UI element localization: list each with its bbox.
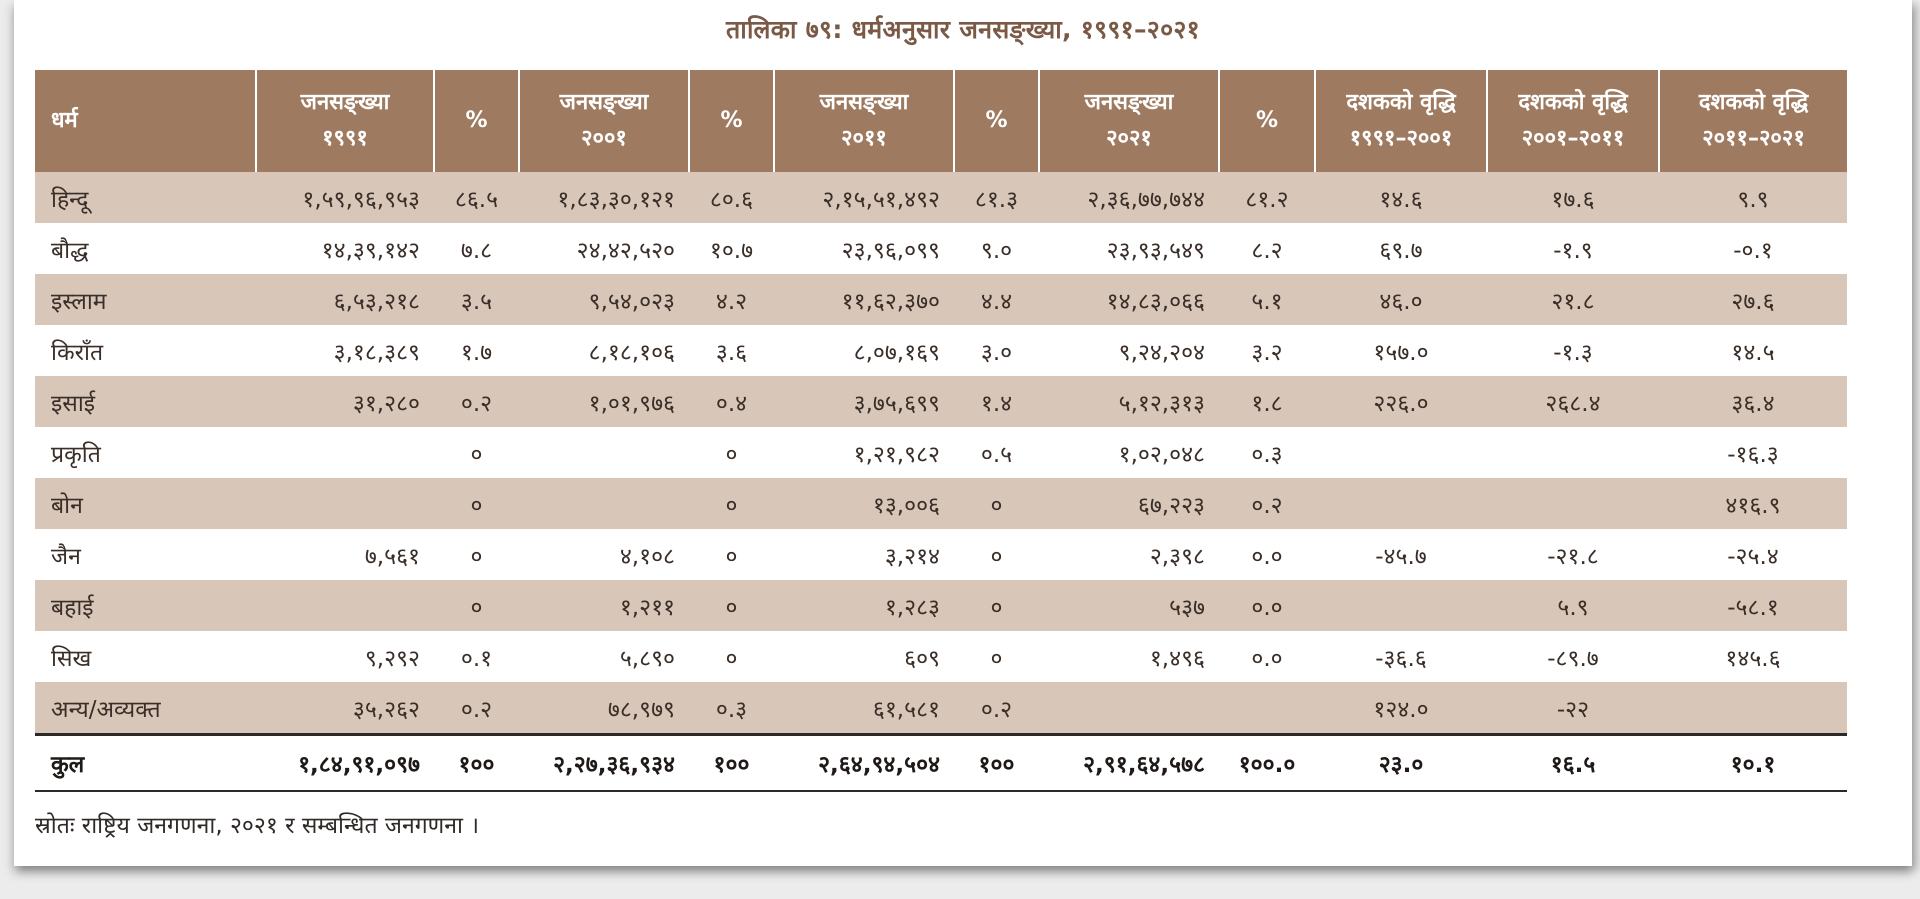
column-header xyxy=(1219,70,1315,172)
total-cell: १००.० xyxy=(1219,735,1315,792)
column-header-period: २००१–२०११ xyxy=(1521,126,1625,151)
table-cell xyxy=(256,427,434,478)
table-cell: ० xyxy=(434,580,519,631)
table-cell xyxy=(1315,478,1487,529)
table-cell: ६,५३,२१८ xyxy=(256,274,434,325)
table-cell: १०.७ xyxy=(689,223,774,274)
table-cell: ३१,२८० xyxy=(256,376,434,427)
table-cell: ८०.६ xyxy=(689,172,774,223)
column-header-period: २०११ xyxy=(841,126,887,151)
table-cell: -२१.८ xyxy=(1487,529,1659,580)
table-cell: ०.० xyxy=(1219,580,1315,631)
table-row xyxy=(35,325,1847,376)
total-cell: २,९१,६४,५७८ xyxy=(1039,735,1219,792)
table-row xyxy=(35,274,1847,325)
table-cell: ०.२ xyxy=(434,682,519,735)
column-header-period: २०११–२०२१ xyxy=(1702,126,1805,151)
column-header-label: दशकको वृद्धि xyxy=(1518,90,1628,115)
table-row xyxy=(35,529,1847,580)
table-cell: ०.२ xyxy=(434,376,519,427)
table-cell: ०.० xyxy=(1219,631,1315,682)
table-cell: -४५.७ xyxy=(1315,529,1487,580)
table-cell: -२५.४ xyxy=(1659,529,1847,580)
table-cell: २३,९६,०९९ xyxy=(774,223,954,274)
table-cell: ०.५ xyxy=(954,427,1039,478)
table-cell: २२६.० xyxy=(1315,376,1487,427)
religion-name: जैन xyxy=(35,529,256,580)
religion-name: सिख xyxy=(35,631,256,682)
total-cell: १०० xyxy=(434,735,519,792)
table-cell: २३,९३,५४९ xyxy=(1039,223,1219,274)
total-cell: १६.५ xyxy=(1487,735,1659,792)
total-cell: २३.० xyxy=(1315,735,1487,792)
religion-name: प्रकृति xyxy=(35,427,256,478)
table-cell: ५.१ xyxy=(1219,274,1315,325)
table-row xyxy=(35,580,1847,631)
religion-name: इसाई xyxy=(35,376,256,427)
table-cell: ६९.७ xyxy=(1315,223,1487,274)
religion-name: अन्य/अव्यक्त xyxy=(35,682,256,735)
table-body xyxy=(35,172,1847,791)
table-cell: ०.४ xyxy=(689,376,774,427)
table-cell: १३,००६ xyxy=(774,478,954,529)
column-header-label: दशकको वृद्धि xyxy=(1698,90,1809,115)
religion-name: बौद्ध xyxy=(35,223,256,274)
table-cell: ३,२१४ xyxy=(774,529,954,580)
column-header-label: जनसङ्ख्या xyxy=(819,90,909,115)
column-header-label: % xyxy=(985,108,1008,133)
table-row xyxy=(35,631,1847,682)
table-cell: ५३७ xyxy=(1039,580,1219,631)
table-cell: ९,२४,२०४ xyxy=(1039,325,1219,376)
total-cell: १०० xyxy=(689,735,774,792)
table-cell xyxy=(256,580,434,631)
religion-name: हिन्दू xyxy=(35,172,256,223)
table-cell: ० xyxy=(689,580,774,631)
column-header-label: धर्म xyxy=(51,108,78,133)
table-cell: ३.६ xyxy=(689,325,774,376)
table-cell: १,४९६ xyxy=(1039,631,1219,682)
table-cell xyxy=(519,427,689,478)
column-header-period: १९९१–२००१ xyxy=(1349,126,1453,151)
table-cell: ५.९ xyxy=(1487,580,1659,631)
table-cell xyxy=(256,478,434,529)
table-cell: ४.२ xyxy=(689,274,774,325)
column-header-label: % xyxy=(465,108,488,133)
total-row xyxy=(35,735,1847,792)
column-header-period: १९९१ xyxy=(322,126,368,151)
table-cell: -८९.७ xyxy=(1487,631,1659,682)
table-cell: १.८ xyxy=(1219,376,1315,427)
table-cell: ८६.५ xyxy=(434,172,519,223)
column-header xyxy=(689,70,774,172)
table-cell: ८,१८,१०६ xyxy=(519,325,689,376)
table-cell: १.४ xyxy=(954,376,1039,427)
table-cell: १४.६ xyxy=(1315,172,1487,223)
table-cell: १,२११ xyxy=(519,580,689,631)
table-cell: २७.६ xyxy=(1659,274,1847,325)
table-cell xyxy=(1315,427,1487,478)
table-cell: ३.२ xyxy=(1219,325,1315,376)
table-cell: ०.२ xyxy=(1219,478,1315,529)
source-note: स्रोतः राष्ट्रिय जनगणना, २०२१ र सम्बन्धित जनगणना । xyxy=(35,813,480,839)
column-header-label: % xyxy=(1255,108,1279,133)
table-cell: २,३९८ xyxy=(1039,529,1219,580)
table-cell: ४६.० xyxy=(1315,274,1487,325)
column-header xyxy=(954,70,1039,172)
table-cell: -२२ xyxy=(1487,682,1659,735)
table-cell: ०.० xyxy=(1219,529,1315,580)
table-row xyxy=(35,478,1847,529)
column-header xyxy=(1659,70,1847,172)
religion-name: बोन xyxy=(35,478,256,529)
column-header xyxy=(1315,70,1487,172)
table-cell: ७,५६१ xyxy=(256,529,434,580)
table-cell: ४.४ xyxy=(954,274,1039,325)
table-cell: ७.८ xyxy=(434,223,519,274)
table-row xyxy=(35,682,1847,735)
total-cell: १०.१ xyxy=(1659,735,1847,792)
table-cell xyxy=(1219,682,1315,735)
table-cell xyxy=(1487,478,1659,529)
table-cell: ८१.२ xyxy=(1219,172,1315,223)
table-cell: ३.० xyxy=(954,325,1039,376)
table-cell: ४,१०८ xyxy=(519,529,689,580)
column-header-label: जनसङ्ख्या xyxy=(1084,90,1174,115)
table-cell: २,३६,७७,७४४ xyxy=(1039,172,1219,223)
table-cell: -१.९ xyxy=(1487,223,1659,274)
table-cell: ० xyxy=(689,529,774,580)
table-cell: ८.२ xyxy=(1219,223,1315,274)
table-cell: २४,४२,५२० xyxy=(519,223,689,274)
column-header-label: जनसङ्ख्या xyxy=(300,90,390,115)
table-cell: ० xyxy=(689,478,774,529)
table-cell: १.७ xyxy=(434,325,519,376)
table-cell: -०.१ xyxy=(1659,223,1847,274)
table-cell: ३.५ xyxy=(434,274,519,325)
total-label: कुल xyxy=(35,735,256,792)
table-row xyxy=(35,223,1847,274)
table-cell: १४,३९,१४२ xyxy=(256,223,434,274)
table-cell: २६८.४ xyxy=(1487,376,1659,427)
table-cell: ६१,५८१ xyxy=(774,682,954,735)
table-cell: ९.० xyxy=(954,223,1039,274)
table-cell: ०.३ xyxy=(1219,427,1315,478)
table-cell xyxy=(1039,682,1219,735)
table-cell: ५,१२,३१३ xyxy=(1039,376,1219,427)
table-cell: १२४.० xyxy=(1315,682,1487,735)
table-cell: १,२८३ xyxy=(774,580,954,631)
religion-name: इस्लाम xyxy=(35,274,256,325)
table-cell: २,१५,५१,४९२ xyxy=(774,172,954,223)
table-cell: १४,८३,०६६ xyxy=(1039,274,1219,325)
total-cell: १०० xyxy=(954,735,1039,792)
column-header-label: % xyxy=(720,108,743,133)
table-cell: २१.८ xyxy=(1487,274,1659,325)
table-cell: १५७.० xyxy=(1315,325,1487,376)
document-page xyxy=(14,0,1912,866)
religion-population-table xyxy=(35,70,1847,792)
column-header-period: २००१ xyxy=(581,126,627,151)
column-header-period: २०२१ xyxy=(1106,126,1152,151)
table-cell: १४५.६ xyxy=(1659,631,1847,682)
column-header xyxy=(1039,70,1219,172)
table-cell: ६०९ xyxy=(774,631,954,682)
table-cell: -३६.६ xyxy=(1315,631,1487,682)
table-cell: ६७,२२३ xyxy=(1039,478,1219,529)
table-cell: ९,५४,०२३ xyxy=(519,274,689,325)
column-header xyxy=(35,70,256,172)
table-cell: ० xyxy=(954,631,1039,682)
table-cell: ८१.३ xyxy=(954,172,1039,223)
column-header xyxy=(774,70,954,172)
table-cell: १,०१,९७६ xyxy=(519,376,689,427)
table-cell: -५८.१ xyxy=(1659,580,1847,631)
table-cell: १७.६ xyxy=(1487,172,1659,223)
total-cell: १,८४,९१,०९७ xyxy=(256,735,434,792)
table-cell: ०.२ xyxy=(954,682,1039,735)
column-header xyxy=(256,70,434,172)
table-cell: ५,८९० xyxy=(519,631,689,682)
table-cell: १,५९,९६,९५३ xyxy=(256,172,434,223)
table-cell: १,८३,३०,१२१ xyxy=(519,172,689,223)
table-cell xyxy=(1659,682,1847,735)
table-cell: ७८,९७९ xyxy=(519,682,689,735)
table-cell: ९.९ xyxy=(1659,172,1847,223)
table-cell: ० xyxy=(689,427,774,478)
column-header xyxy=(434,70,519,172)
table-cell: १,२१,९८२ xyxy=(774,427,954,478)
column-header-label: दशकको वृद्धि xyxy=(1346,90,1456,115)
table-cell: ११,६२,३७० xyxy=(774,274,954,325)
table-cell: ८,०७,१६९ xyxy=(774,325,954,376)
table-row xyxy=(35,376,1847,427)
religion-name: बहाई xyxy=(35,580,256,631)
religion-name: किराँत xyxy=(35,325,256,376)
table-cell: ० xyxy=(689,631,774,682)
table-row xyxy=(35,172,1847,223)
table-cell xyxy=(519,478,689,529)
table-cell: ० xyxy=(954,478,1039,529)
table-cell: ०.३ xyxy=(689,682,774,735)
table-cell: ३,७५,६९९ xyxy=(774,376,954,427)
column-header-label: जनसङ्ख्या xyxy=(559,90,649,115)
table-cell: -१.३ xyxy=(1487,325,1659,376)
table-cell: ३६.४ xyxy=(1659,376,1847,427)
table-cell: १,०२,०४८ xyxy=(1039,427,1219,478)
total-cell: २,६४,९४,५०४ xyxy=(774,735,954,792)
table-cell: ३५,२६२ xyxy=(256,682,434,735)
table-cell: १४.५ xyxy=(1659,325,1847,376)
table-cell: ० xyxy=(434,529,519,580)
table-cell: ० xyxy=(434,427,519,478)
column-header xyxy=(1487,70,1659,172)
total-cell: २,२७,३६,९३४ xyxy=(519,735,689,792)
table-cell: ४१६.९ xyxy=(1659,478,1847,529)
table-cell xyxy=(1487,427,1659,478)
column-header xyxy=(519,70,689,172)
table-cell: ० xyxy=(434,478,519,529)
table-row xyxy=(35,427,1847,478)
table-cell: ९,२९२ xyxy=(256,631,434,682)
table-cell: ० xyxy=(954,529,1039,580)
table-cell xyxy=(1315,580,1487,631)
table-title: तालिका ७९: धर्मअनुसार जनसङ्ख्या, १९९१–२०२१ xyxy=(726,15,1200,44)
table-cell: ३,१८,३८९ xyxy=(256,325,434,376)
header-row xyxy=(35,70,1847,172)
table-cell: -१६.३ xyxy=(1659,427,1847,478)
table-cell: ०.१ xyxy=(434,631,519,682)
table-cell: ० xyxy=(954,580,1039,631)
